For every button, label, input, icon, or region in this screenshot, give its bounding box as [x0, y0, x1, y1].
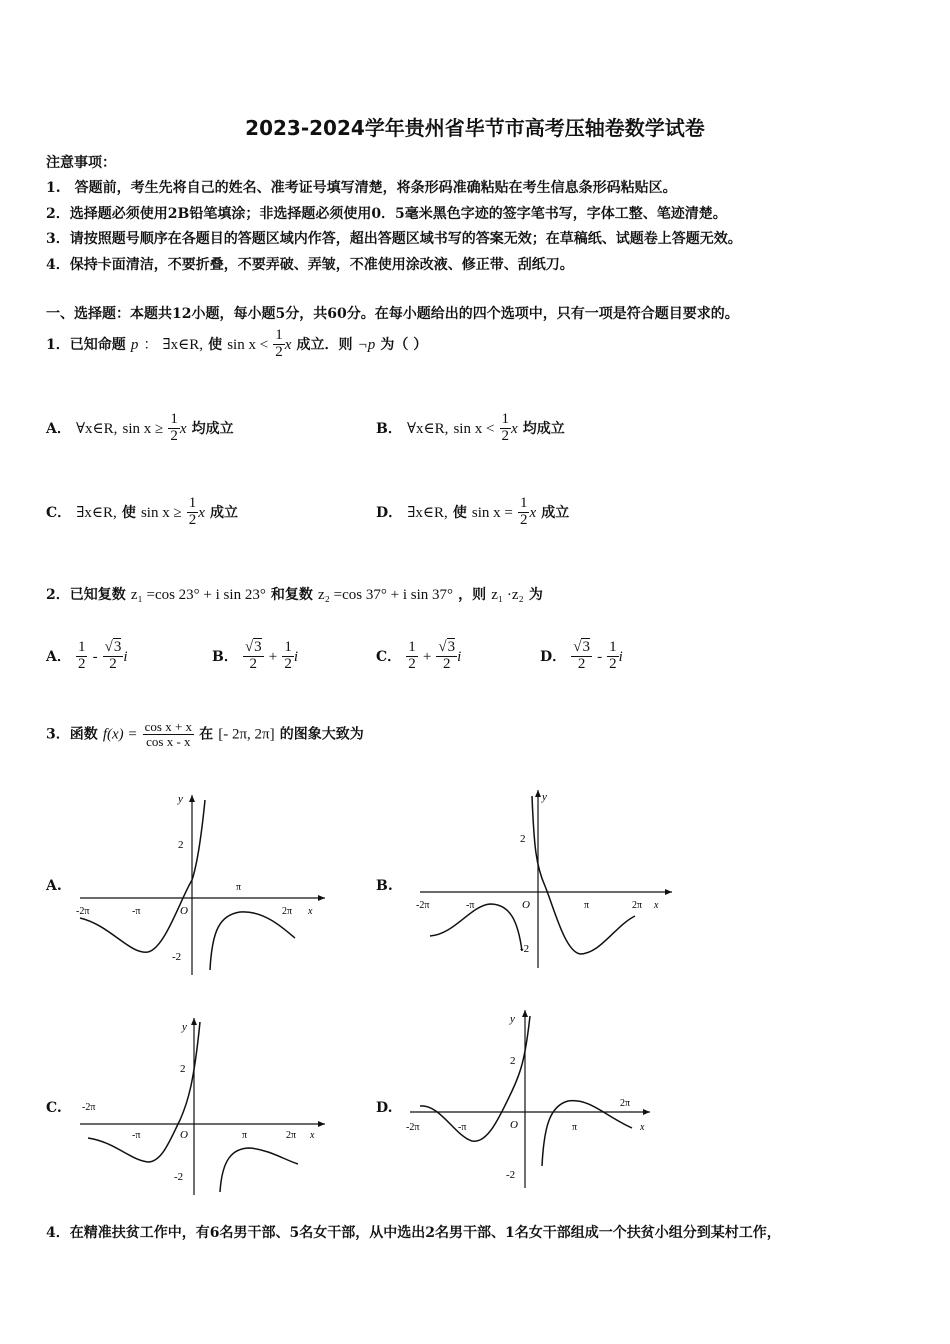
- q2-number: 2．已知复数: [46, 587, 126, 603]
- graph-a[interactable]: [70, 790, 330, 980]
- frac: $\frac{√3}{2}$: [244, 639, 262, 672]
- frac-den: 2: [408, 655, 416, 672]
- q1-frac-den: 2: [275, 343, 283, 360]
- option-quantifier: ∃x∈R,: [76, 504, 117, 521]
- frac-num: 1: [77, 639, 86, 655]
- frac-num: cos x + x: [144, 719, 193, 734]
- tick-neg-2pi: -2π: [76, 906, 90, 917]
- frac: [607, 640, 619, 673]
- q1-p: p: [130, 336, 139, 353]
- section-heading: 一、选择题：本题共12小题，每小题5分，共60分。在每小题给出的四个选项中，只有一项是符合题目要求的。: [46, 306, 739, 322]
- frac-den: cos x - x: [146, 733, 191, 749]
- notice-item: 3．请按照题号顺序在各题目的答题区域内作答，超出答题区域书写的答案无效；在草稿纸、试题卷上答题无效。: [46, 231, 742, 247]
- frac: [76, 640, 88, 673]
- frac-den: 2: [501, 427, 510, 444]
- q1-colon: ：: [143, 336, 158, 353]
- q2-and: 和复数: [270, 587, 313, 603]
- q1-option-c[interactable]: [46, 496, 238, 529]
- graph-label-a[interactable]: A.: [46, 878, 62, 894]
- imag-unit: i: [618, 648, 623, 665]
- option-quantifier: ∃x∈R,: [407, 504, 448, 521]
- frac: $\frac{√3}{2}$: [438, 639, 456, 672]
- frac-num: 1: [408, 639, 416, 655]
- option-op: -: [597, 648, 603, 665]
- option-label: D．: [376, 504, 403, 521]
- frac-den: 2: [249, 655, 258, 672]
- q1-frac-num: 1: [275, 327, 283, 343]
- tick-2: 2: [520, 833, 526, 845]
- option-op: +: [422, 648, 432, 665]
- option-label: C．: [46, 504, 72, 521]
- axis-y: y: [542, 791, 547, 803]
- option-x: x: [529, 504, 537, 521]
- frac-num: 1: [188, 495, 197, 511]
- graph-label-d[interactable]: D.: [376, 1100, 393, 1116]
- frac-num: 1: [170, 411, 178, 427]
- tick-2: 2: [180, 1063, 186, 1075]
- tick-2pi: 2π: [632, 900, 643, 911]
- tick-neg-pi: -π: [132, 906, 141, 917]
- graph-d[interactable]: [400, 1006, 660, 1196]
- tick-neg-2pi: -2π: [82, 1102, 96, 1113]
- frac-den: 2: [77, 655, 86, 672]
- q3-fx: f(x) =: [102, 726, 138, 743]
- tick-neg2: -2: [520, 943, 530, 955]
- option-fraction: [187, 496, 199, 529]
- axis-x: x: [308, 906, 313, 917]
- notice-item: 2．选择题必须使用2B铅笔填涂；非选择题必须使用0．5毫米黑色字迹的签字笔书写，字体工整、笔迹清楚。: [46, 206, 727, 222]
- option-label: A．: [46, 648, 71, 665]
- q1-quantifier: ∃x∈R,: [162, 336, 204, 353]
- q1-option-a[interactable]: [46, 412, 234, 445]
- tick-neg2: -2: [506, 1169, 516, 1181]
- q2-then: ，则: [458, 587, 487, 603]
- page-title: 2023-2024学年贵州省毕节市高考压轴卷数学试卷: [245, 116, 705, 140]
- option-fraction: [518, 496, 530, 529]
- option-ineq: sin x <: [453, 420, 495, 437]
- option-label: C．: [376, 648, 402, 665]
- option-quantifier: ∀x∈R,: [406, 420, 449, 437]
- imag-unit: i: [457, 648, 462, 665]
- origin: O: [510, 1119, 518, 1131]
- frac-den: 2: [577, 655, 586, 672]
- frac-num: 3: [113, 639, 122, 655]
- frac-den: 2: [609, 655, 617, 672]
- tick-neg2: -2: [174, 1171, 184, 1183]
- axis-x: x: [310, 1130, 315, 1141]
- frac: $\frac{√3}{2}$: [573, 639, 590, 672]
- tick-neg-2pi: -2π: [416, 900, 430, 911]
- option-shi: 使: [452, 504, 467, 521]
- graph-c[interactable]: [70, 1010, 330, 1200]
- frac: $\frac{√3}{2}$: [104, 639, 122, 672]
- tick-pi: π: [242, 1130, 248, 1141]
- origin: O: [522, 899, 530, 911]
- tick-neg2: -2: [172, 951, 182, 963]
- option-label: D．: [540, 648, 567, 665]
- notice-item: 4．保持卡面清洁，不要折叠，不要弄破、弄皱，不准使用涂改液、修正带、刮纸刀。: [46, 257, 574, 273]
- graph-b[interactable]: [410, 786, 680, 976]
- axis-y: y: [510, 1013, 515, 1025]
- frac-num: 1: [609, 639, 617, 655]
- tick-pi: π: [584, 900, 590, 911]
- origin: O: [180, 1129, 188, 1141]
- q1-negp: ¬p: [357, 336, 376, 353]
- axis-y: y: [182, 1021, 187, 1033]
- notice-item: 1. 答题前，考生先将自己的姓名、准考证号填写清楚，将条形码准确粘贴在考生信息条形码粘贴区。: [46, 180, 677, 196]
- option-end: 成立: [541, 504, 570, 521]
- frac: [406, 640, 418, 673]
- frac-den: 2: [284, 655, 292, 672]
- frac-den: 2: [443, 655, 451, 672]
- frac-num: 1: [519, 495, 528, 511]
- option-x: x: [179, 420, 187, 437]
- q1-ineq: sin x <: [227, 336, 269, 353]
- q2-product: z₁ ·z₂: [491, 587, 524, 603]
- option-fraction: [168, 412, 180, 445]
- option-label: B．: [376, 420, 402, 437]
- frac: [282, 640, 294, 673]
- question-3: [46, 720, 364, 748]
- graph-label-b[interactable]: B.: [376, 878, 393, 894]
- tick-2: 2: [178, 839, 184, 851]
- q2-option-b[interactable]: [212, 640, 298, 673]
- option-end: 均成立: [191, 420, 234, 437]
- tick-neg-2pi: -2π: [406, 1122, 420, 1133]
- tick-neg-pi: -π: [132, 1130, 141, 1141]
- axis-y: y: [178, 793, 183, 805]
- option-shi: 使: [121, 504, 136, 521]
- q2-z2: z₂ =cos 37° + i sin 37°: [318, 587, 453, 603]
- option-label: B．: [212, 648, 238, 665]
- frac-num: 3: [254, 639, 262, 655]
- q2-wei: 为: [528, 587, 543, 603]
- frac-den: 2: [170, 427, 178, 444]
- q1-option-d[interactable]: [376, 496, 569, 529]
- axis-x: x: [640, 1122, 645, 1133]
- tick-2pi: 2π: [282, 906, 293, 917]
- option-ineq: sin x ≥: [140, 504, 182, 521]
- notice-heading: 注意事项：: [46, 155, 116, 171]
- q1-option-b[interactable]: [376, 412, 565, 445]
- imag-unit: i: [293, 648, 298, 665]
- option-end: 均成立: [522, 420, 565, 437]
- q1-fraction: [273, 328, 285, 361]
- option-x: x: [198, 504, 205, 521]
- q2-option-c[interactable]: [376, 640, 461, 673]
- option-quantifier: ∀x∈R,: [75, 420, 118, 437]
- option-ineq: sin x ≥: [122, 420, 164, 437]
- q1-x: x: [284, 336, 292, 353]
- tick-neg-pi: -π: [466, 900, 475, 911]
- question-1: [46, 328, 427, 361]
- q2-option-a[interactable]: [46, 640, 128, 673]
- frac-num: 3: [447, 639, 456, 655]
- q3-tail: 的图象大致为: [279, 726, 364, 743]
- option-label: A．: [46, 420, 71, 437]
- tick-neg-pi: -π: [458, 1122, 467, 1133]
- tick-pi: π: [572, 1122, 578, 1133]
- axis-x: x: [654, 900, 659, 911]
- q2-option-d[interactable]: [540, 640, 623, 673]
- origin: O: [180, 905, 188, 917]
- q1-tail: 成立．则: [296, 336, 353, 353]
- q1-shi: 使: [208, 336, 223, 353]
- option-op: +: [268, 648, 278, 665]
- frac-num: 1: [284, 639, 292, 655]
- frac-den: 2: [519, 511, 528, 528]
- question-4: 4．在精准扶贫工作中，有6名男干部、5名女干部，从中选出2名男干部、1名女干部组成一个扶贫小组分到某村工作，: [46, 1225, 781, 1241]
- q2-z1: z₁ =cos 23° + i sin 23°: [130, 587, 266, 603]
- imag-unit: i: [123, 648, 128, 665]
- frac-den: 2: [109, 655, 117, 672]
- frac-den: 2: [188, 511, 197, 528]
- q1-wei: 为（ ）: [380, 336, 428, 353]
- q3-interval: [- 2π, 2π]: [218, 726, 275, 743]
- q3-fraction: [143, 720, 194, 748]
- tick-pi: π: [236, 882, 242, 893]
- q3-number: 3．函数: [46, 726, 98, 743]
- option-op: -: [92, 648, 98, 665]
- question-2: [46, 584, 543, 604]
- frac-num: 1: [501, 411, 510, 427]
- tick-2pi: 2π: [620, 1098, 631, 1109]
- option-ineq: sin x =: [471, 504, 513, 521]
- q1-number: 1．已知命题: [46, 336, 126, 353]
- option-end: 成立: [210, 504, 239, 521]
- option-x: x: [511, 420, 518, 437]
- graph-label-c[interactable]: C.: [46, 1100, 62, 1116]
- q3-zai: 在: [199, 726, 214, 743]
- option-fraction: [500, 412, 512, 445]
- tick-2pi: 2π: [286, 1130, 297, 1141]
- frac-num: 3: [582, 639, 590, 655]
- tick-2: 2: [510, 1055, 516, 1067]
